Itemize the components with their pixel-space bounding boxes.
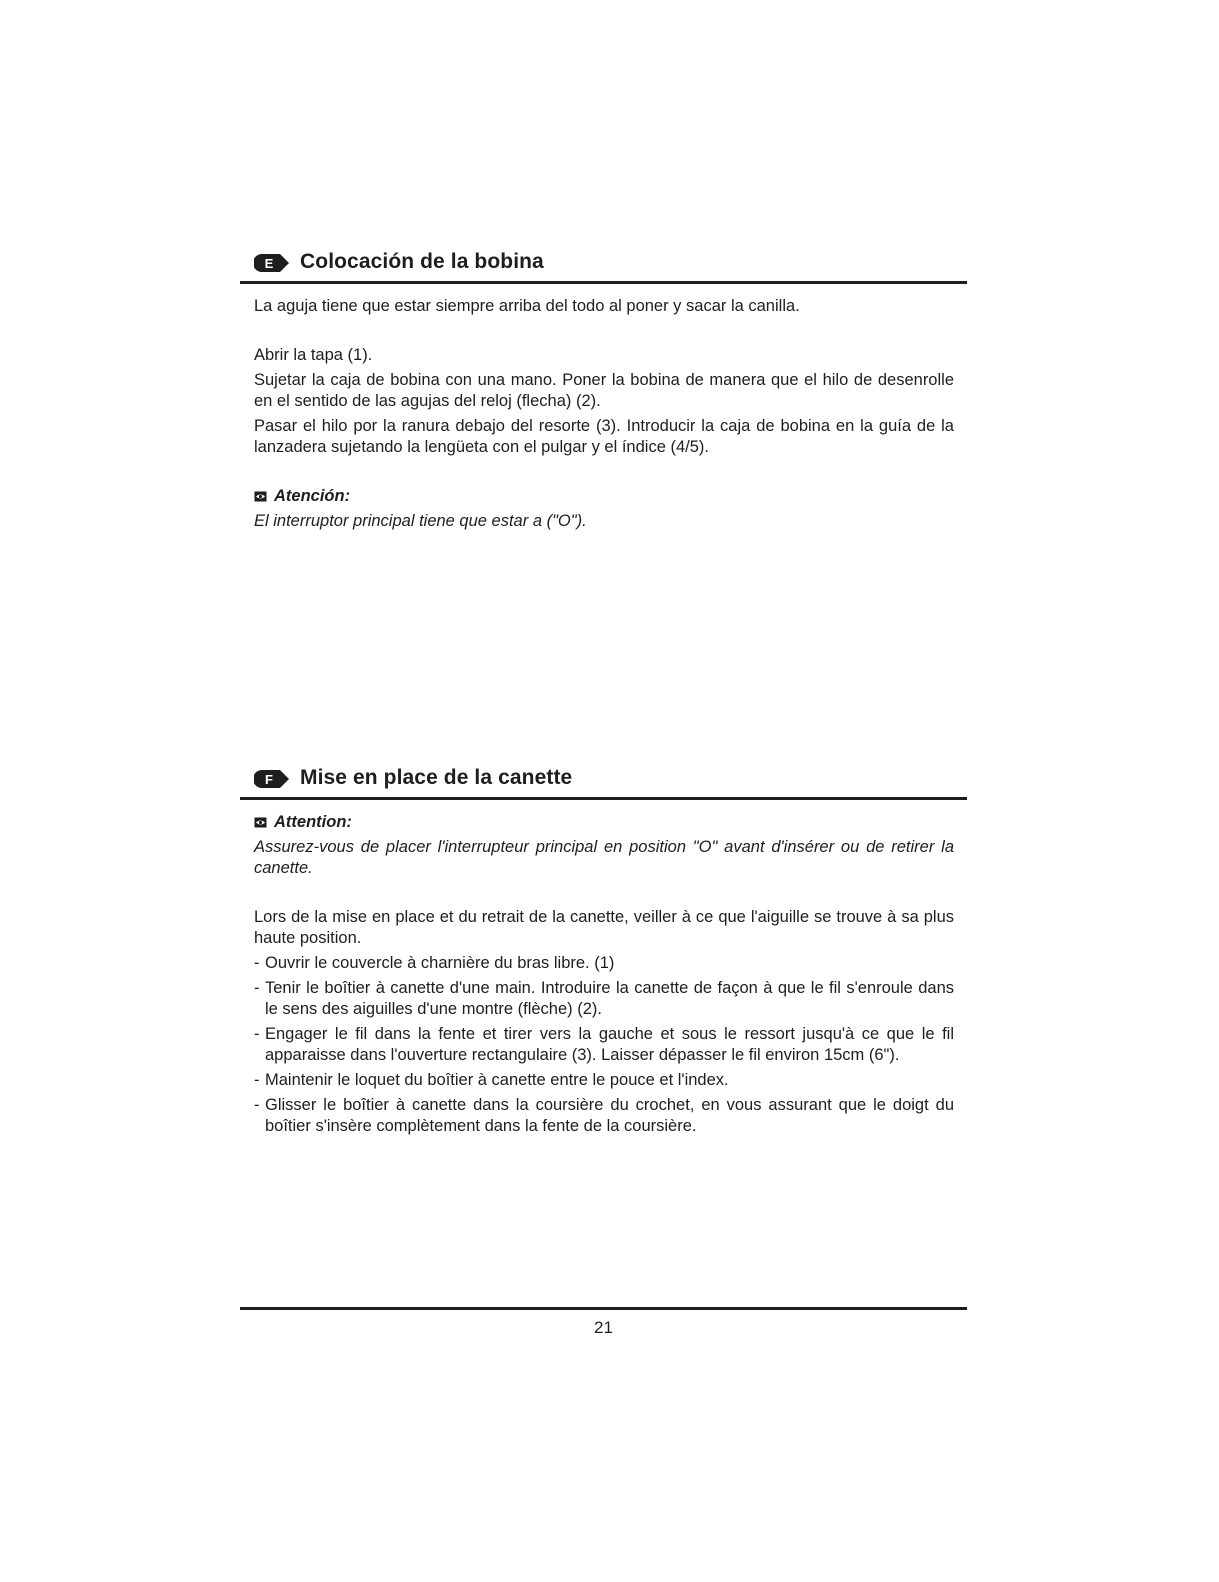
footer-rule [240,1307,967,1310]
eye-icon [254,491,267,502]
note-text: El interruptor principal tiene que estar a ("O"). [254,512,587,530]
list-dash: - [254,1071,260,1089]
step-paragraph: Abrir la tapa (1). [254,346,373,364]
list-item-text: Ouvrir le couvercle à charnière du bras libre. (1) [265,954,615,972]
list-item [254,953,954,974]
page-number: 21 [594,1318,613,1337]
section-header-spanish [240,245,967,284]
section-title: Mise en place de la canette [300,766,573,789]
note-label: Attention: [274,813,352,831]
note-text: Assurez-vous de placer l'interrupteur principal en position "O" avant d'insérer ou de retirer la canette. [254,838,954,877]
step-paragraph: Pasar el hilo por la ranura debajo del resorte (3). Introducir la caja de bobina en la guía de la lanzadera sujetando la lengüeta con el pulgar y el índice (4/5). [254,417,954,456]
language-badge-letter: E [264,256,274,271]
list-dash: - [254,979,260,997]
note-label: Atención: [274,487,351,505]
list-dash: - [254,954,260,972]
eye-icon [254,817,267,828]
language-badge-f-icon [254,769,290,789]
note-heading [254,486,350,507]
section-title: Colocación de la bobina [300,250,544,273]
list-item [254,978,954,1020]
list-item [254,1070,954,1091]
note-heading [254,812,352,833]
list-item-text: Maintenir le loquet du boîtier à canette entre le pouce et l'index. [265,1071,729,1089]
list-item-text: Tenir le boîtier à canette d'une main. Introduire la canette de façon à que le fil s'enroule dans le sens des aiguilles d'une montre (flèche) (2). [265,979,954,1018]
list-item-text: Glisser le boîtier à canette dans la coursière du crochet, en vous assurant que le doigt du boîtier s'insère complètement dans la fente de la coursière. [265,1096,954,1135]
section-spanish [240,245,967,530]
section-header-french [240,761,967,800]
list-dash: - [254,1025,260,1043]
list-item [254,1024,954,1066]
list-item [254,1095,954,1137]
language-badge-e-icon [254,253,290,273]
list-dash: - [254,1096,260,1114]
intro-paragraph: Lors de la mise en place et du retrait de la canette, veiller à ce que l'aiguille se trouve à sa plus haute position. [254,908,954,947]
intro-paragraph: La aguja tiene que estar siempre arriba del todo al poner y sacar la canilla. [254,297,800,315]
step-paragraph: Sujetar la caja de bobina con una mano. Poner la bobina de manera que el hilo de desenrolle en el sentido de las agujas del reloj (flecha) (2). [254,371,954,410]
list-item-text: Engager le fil dans la fente et tirer vers la gauche et sous le ressort jusqu'à ce que le fil apparaisse dans l'ouverture rectangulaire (3). Laisser dépasser le fil environ 15cm (6"). [265,1025,954,1064]
section-french [240,761,967,1135]
language-badge-letter: F [265,772,273,787]
